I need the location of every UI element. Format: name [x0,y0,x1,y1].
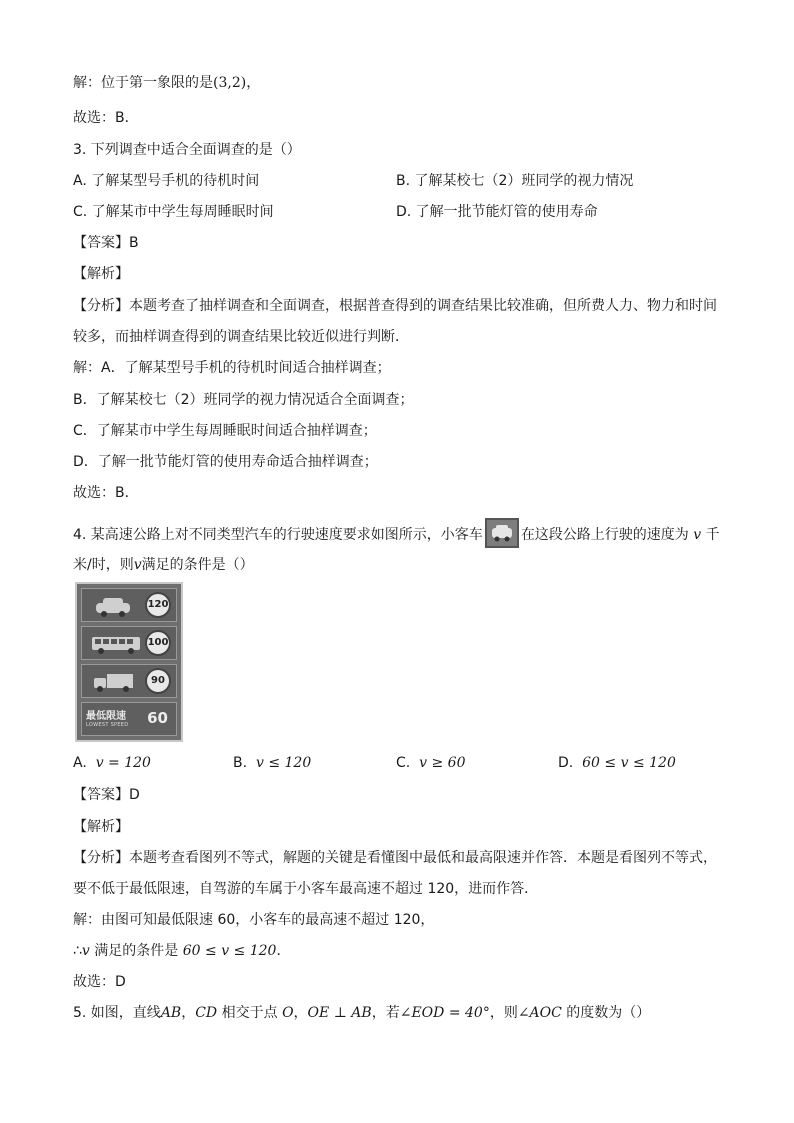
speed-limit-sign [75,582,183,742]
point-coordinates: (3,2) [213,75,247,91]
choose-line: 故选：B． [73,110,139,126]
q3-solution-line: D．了解一批节能灯管的使用寿命适合抽样调查； [73,454,378,470]
bus-speed-row [81,626,177,660]
question-4-stem-line2: 米/时，则v满足的条件是（） [73,557,254,573]
q4-option-a: A. v = 120 [73,755,151,771]
q3-option-d: D. 了解一批节能灯管的使用寿命 [396,204,598,220]
q3-analysis-line: 【分析】本题考查了抽样调查和全面调查，根据普查得到的调查结果比较准确，但所费人力、物力和时间 [73,298,717,314]
q3-solution-line: B．了解某校七（2）班同学的视力情况适合全面调查； [73,392,414,408]
q3-option-a: A. 了解某型号手机的待机时间 [73,173,260,189]
question-5-stem: 5. 如图，直线AB，CD 相交于点 O，OE ⊥ AB，若∠EOD = 40°，则∠AOC 的度数为（） [73,1005,651,1021]
q4-option-d: D. 60 ≤ v ≤ 120 [558,755,676,771]
bus-icon [90,632,144,656]
q3-choose: 故选：B． [73,485,139,501]
q4-answer: 【答案】D [73,787,140,803]
q3-option-c: C. 了解某市中学生每周睡眠时间 [73,204,274,220]
question-3-stem: 3. 下列调查中适合全面调查的是（） [73,142,301,158]
q3-option-b: B. 了解某校七（2）班同学的视力情况 [396,173,634,189]
min-speed-value: 60 [147,709,168,727]
q4-analysis-heading: 【解析】 [73,819,129,835]
q3-analysis-heading: 【解析】 [73,266,129,282]
q4-analysis-line: 【分析】本题考查看图列不等式，解题的关键是看懂图中最低和最高限速并作答．本题是看图列不等式， [73,850,717,866]
min-speed-row [81,702,177,736]
question-4-stem-line1: 4. 某高速公路上对不同类型汽车的行驶速度要求如图所示，小客车 在这段公路上行驶的速度为 v 千 [73,520,720,550]
q3-analysis-line: 较多，而抽样调查得到的调查结果比较近似进行判断． [73,329,409,345]
q3-solution-line: 解：A．了解某型号手机的待机时间适合抽样调查； [73,360,391,376]
car-sign-icon [485,518,519,548]
q4-analysis-line: 要不低于最低限速，自驾游的车属于小客车最高速不超过 120，进而作答． [73,881,539,897]
car-icon [90,594,140,618]
speed-90-badge: 90 [145,668,171,694]
q4-option-c: C. v ≥ 60 [396,755,466,771]
min-speed-sublabel: LOWEST SPEED [86,722,129,728]
q4-choose: 故选：D [73,974,126,990]
q4-solution-line: 解：由图可知最低限速 60，小客车的最高速不超过 120， [73,912,435,928]
q3-solution-line: C．了解某市中学生每周睡眠时间适合抽样调查； [73,423,377,439]
truck-icon [90,670,140,694]
q4-option-b: B. v ≤ 120 [233,755,312,771]
car-speed-row [81,588,177,622]
speed-100-badge: 100 [145,630,171,656]
solution-line: 解：位于第一象限的是(3,2)， [73,75,261,91]
min-speed-label: 最低限速 [86,711,126,722]
truck-speed-row [81,664,177,698]
q4-solution-line: ∴v 满足的条件是 60 ≤ v ≤ 120． [73,943,291,959]
speed-120-badge: 120 [145,592,171,618]
q3-answer: 【答案】B [73,235,139,251]
